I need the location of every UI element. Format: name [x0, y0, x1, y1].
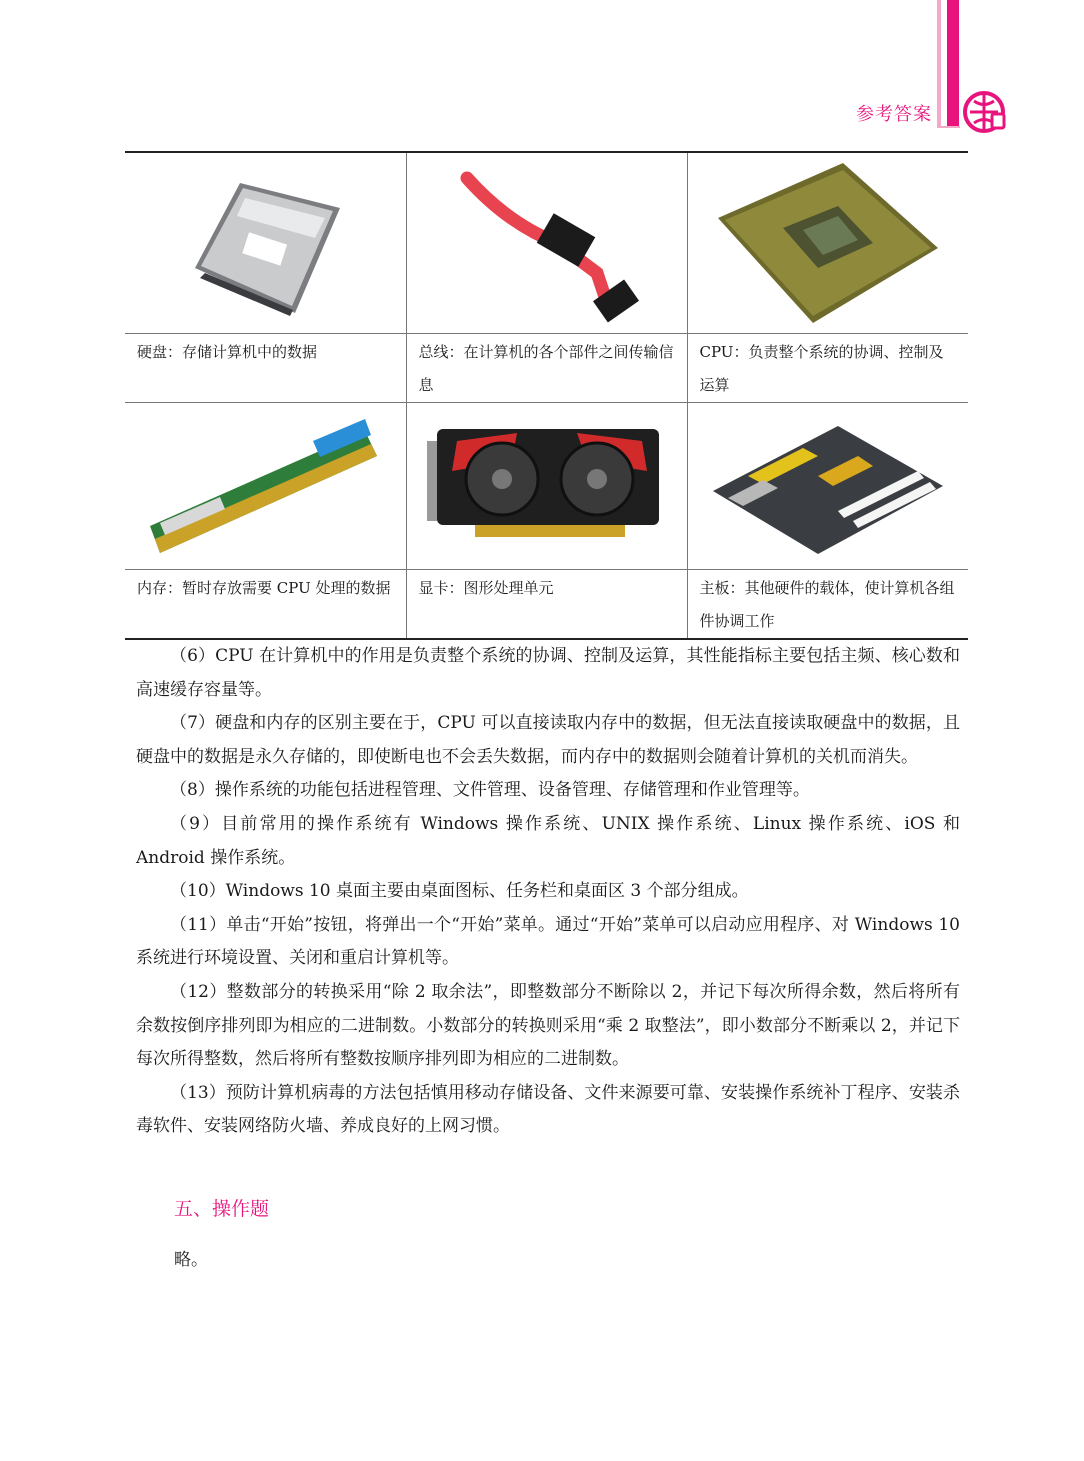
hardware-caption-row: [125, 570, 968, 640]
motherboard-caption: 主板：其他硬件的载体，使计算机各组件协调工作: [687, 570, 968, 640]
sata-cable-image: [447, 163, 647, 323]
answer-paragraph-8: （8）操作系统的功能包括进程管理、文件管理、设备管理、存储管理和作业管理等。: [170, 780, 810, 801]
answer-paragraph-10: （10）Windows 10 桌面主要由桌面图标、任务栏和桌面区 3 个部分组成。: [170, 881, 749, 902]
answer-paragraphs: [136, 640, 960, 1144]
header-accent-bar-thin: [937, 0, 941, 128]
answer-paragraph-13: （13）预防计算机病毒的方法包括慎用移动存储设备、文件来源要可靠、安装操作系统补丁程序、安装杀毒软件、安装网络防火墙、养成良好的上网习惯。: [136, 1082, 960, 1137]
motherboard-image-cell: [687, 403, 968, 570]
hard-disk-caption: 硬盘：存储计算机中的数据: [125, 334, 406, 403]
graphics-card-image: [427, 421, 667, 551]
hardware-table: [125, 151, 968, 640]
graphics-card-image-cell: [406, 403, 687, 570]
book-globe-icon: [962, 90, 1006, 134]
cpu-chip-image: [713, 158, 943, 328]
bus-caption: 总线：在计算机的各个部件之间传输信息: [406, 334, 687, 403]
answer-paragraph-12: （12）整数部分的转换采用“除 2 取余法”，即整数部分不断除以 2，并记下每次所得余数，然后将所有余数按倒序排列即为相应的二进制数。小数部分的转换则采用“乘 2 取整法”，即小数部分不断乘以 2，并记下每次所得整数，然后将所有整数按顺序排列即为相应的二进制数。: [136, 981, 960, 1070]
answer-paragraph-9: （9）目前常用的操作系统有 Windows 操作系统、UNIX 操作系统、Linux 操作系统、iOS 和 Android 操作系统。: [136, 813, 960, 868]
memory-caption: 内存：暂时存放需要 CPU 处理的数据: [125, 570, 406, 640]
hardware-image-row: [125, 403, 968, 570]
cpu-chip-image-cell: [687, 152, 968, 334]
memory-module-image: [145, 411, 385, 561]
answer-paragraph-11: （11）单击“开始”按钮，将弹出一个“开始”菜单。通过“开始”菜单可以启动应用程序、对 Windows 10 系统进行环境设置、关闭和重启计算机等。: [136, 914, 960, 969]
motherboard-image: [708, 416, 948, 556]
answer-paragraph-6: （6）CPU 在计算机中的作用是负责整个系统的协调、控制及运算，其性能指标主要包括主频、核心数和高速缓存容量等。: [136, 646, 960, 700]
page-header-title: 参考答案: [856, 104, 932, 125]
memory-module-image-cell: [125, 403, 406, 570]
cpu-caption: CPU：负责整个系统的协调、控制及运算: [687, 334, 968, 403]
hard-disk-image: [175, 168, 355, 318]
section-heading: 五、操作题: [174, 1198, 270, 1220]
header-accent-line: [940, 126, 960, 128]
section-body: 略。: [174, 1250, 208, 1270]
sata-cable-image-cell: [406, 152, 687, 334]
hardware-image-row: [125, 152, 968, 334]
answer-paragraph-7: （7）硬盘和内存的区别主要在于，CPU 可以直接读取内存中的数据，但无法直接读取硬盘中的数据，且硬盘中的数据是永久存储的，即使断电也不会丢失数据，而内存中的数据则会随着计算机的关机而消失。: [136, 713, 960, 767]
graphics-card-caption: 显卡：图形处理单元: [406, 570, 687, 640]
hard-disk-image-cell: [125, 152, 406, 334]
header-accent-bar: [947, 0, 959, 128]
hardware-caption-row: [125, 334, 968, 403]
